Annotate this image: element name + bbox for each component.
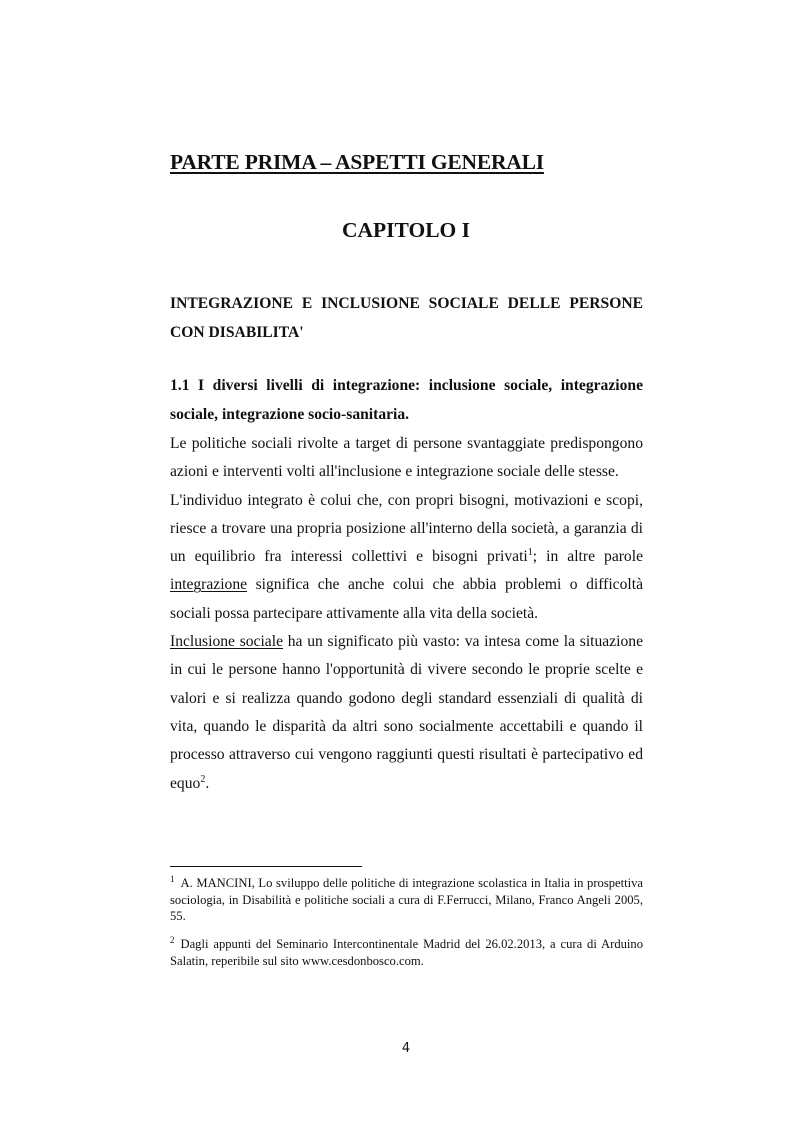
footnote-2-text: Dagli appunti del Seminario Intercontinentale Madrid del 26.02.2013, a cura di Arduino Salatin, reperibile sul sito www.cesdonbosco.com. [170,937,643,968]
term-inclusione-sociale: Inclusione sociale [170,633,283,651]
chapter-title: CAPITOLO I [341,218,471,242]
paragraph-2-text-cont: ; in altre parole [532,548,643,566]
footnote-1-text: A. MANCINI, Lo sviluppo delle politiche di integrazione scolastica in Italia in prospettiva sociologia, in Disabilità e politiche sociali a cura di F.Ferrucci, Milano, Franco Angeli 2005, 55. [170,876,643,924]
term-integrazione: integrazione [170,576,248,594]
paragraph-3-text-end: . [205,774,210,792]
paragraph-3 [170,628,643,798]
part-title: PARTE PRIMA – ASPETTI GENERALI [170,150,544,174]
footnote-ref-2[interactable]: 2 [200,773,206,785]
paragraph-1: Le politiche sociali rivolte a target di persone svantaggiate predispongono azioni e interventi volti all'inclusione e integrazione sociale delle stesse. [170,435,643,481]
paragraph-2-text: L'individuo integrato è colui che, con propri bisogni, motivazioni e scopi, riesce a trovare una propria posizione all'interno della società, a garanzia di un equilibrio fra interessi collettivi e bisogni privati [170,491,643,566]
footnote-1-number: 1 [170,874,175,884]
footnote-1 [170,875,643,925]
paragraph-3-text: ha un significato più vasto: va intesa come la situazione in cui le persone hanno l'opportunità di vivere secondo le proprie scelte e valori e si realizza quando godono degli standard essenziali di qualità di vita, quando le disparità da altri sono socialmente accettabili e quando il processo attraverso cui vengono raggiunti questi risultati è partecipativo ed equo [170,633,643,792]
footnote-ref-1[interactable]: 1 [527,547,533,559]
paragraph-2 [170,487,643,628]
body-text [170,430,643,798]
section-heading: 1.1 I diversi livelli di integrazione: inclusione sociale, integrazione sociale, integrazione socio-sanitaria. [170,377,643,423]
chapter-heading: INTEGRAZIONE E INCLUSIONE SOCIALE DELLE PERSONE CON DISABILITA' [170,295,643,341]
page-number: 4 [401,1041,411,1056]
footnote-2-number: 2 [170,935,175,945]
footnote-separator [170,866,362,867]
footnote-2 [170,936,643,969]
paragraph-2-text-end: significa che anche colui che abbia problemi o difficoltà sociali possa partecipare attivamente alla vita della società. [170,576,643,622]
